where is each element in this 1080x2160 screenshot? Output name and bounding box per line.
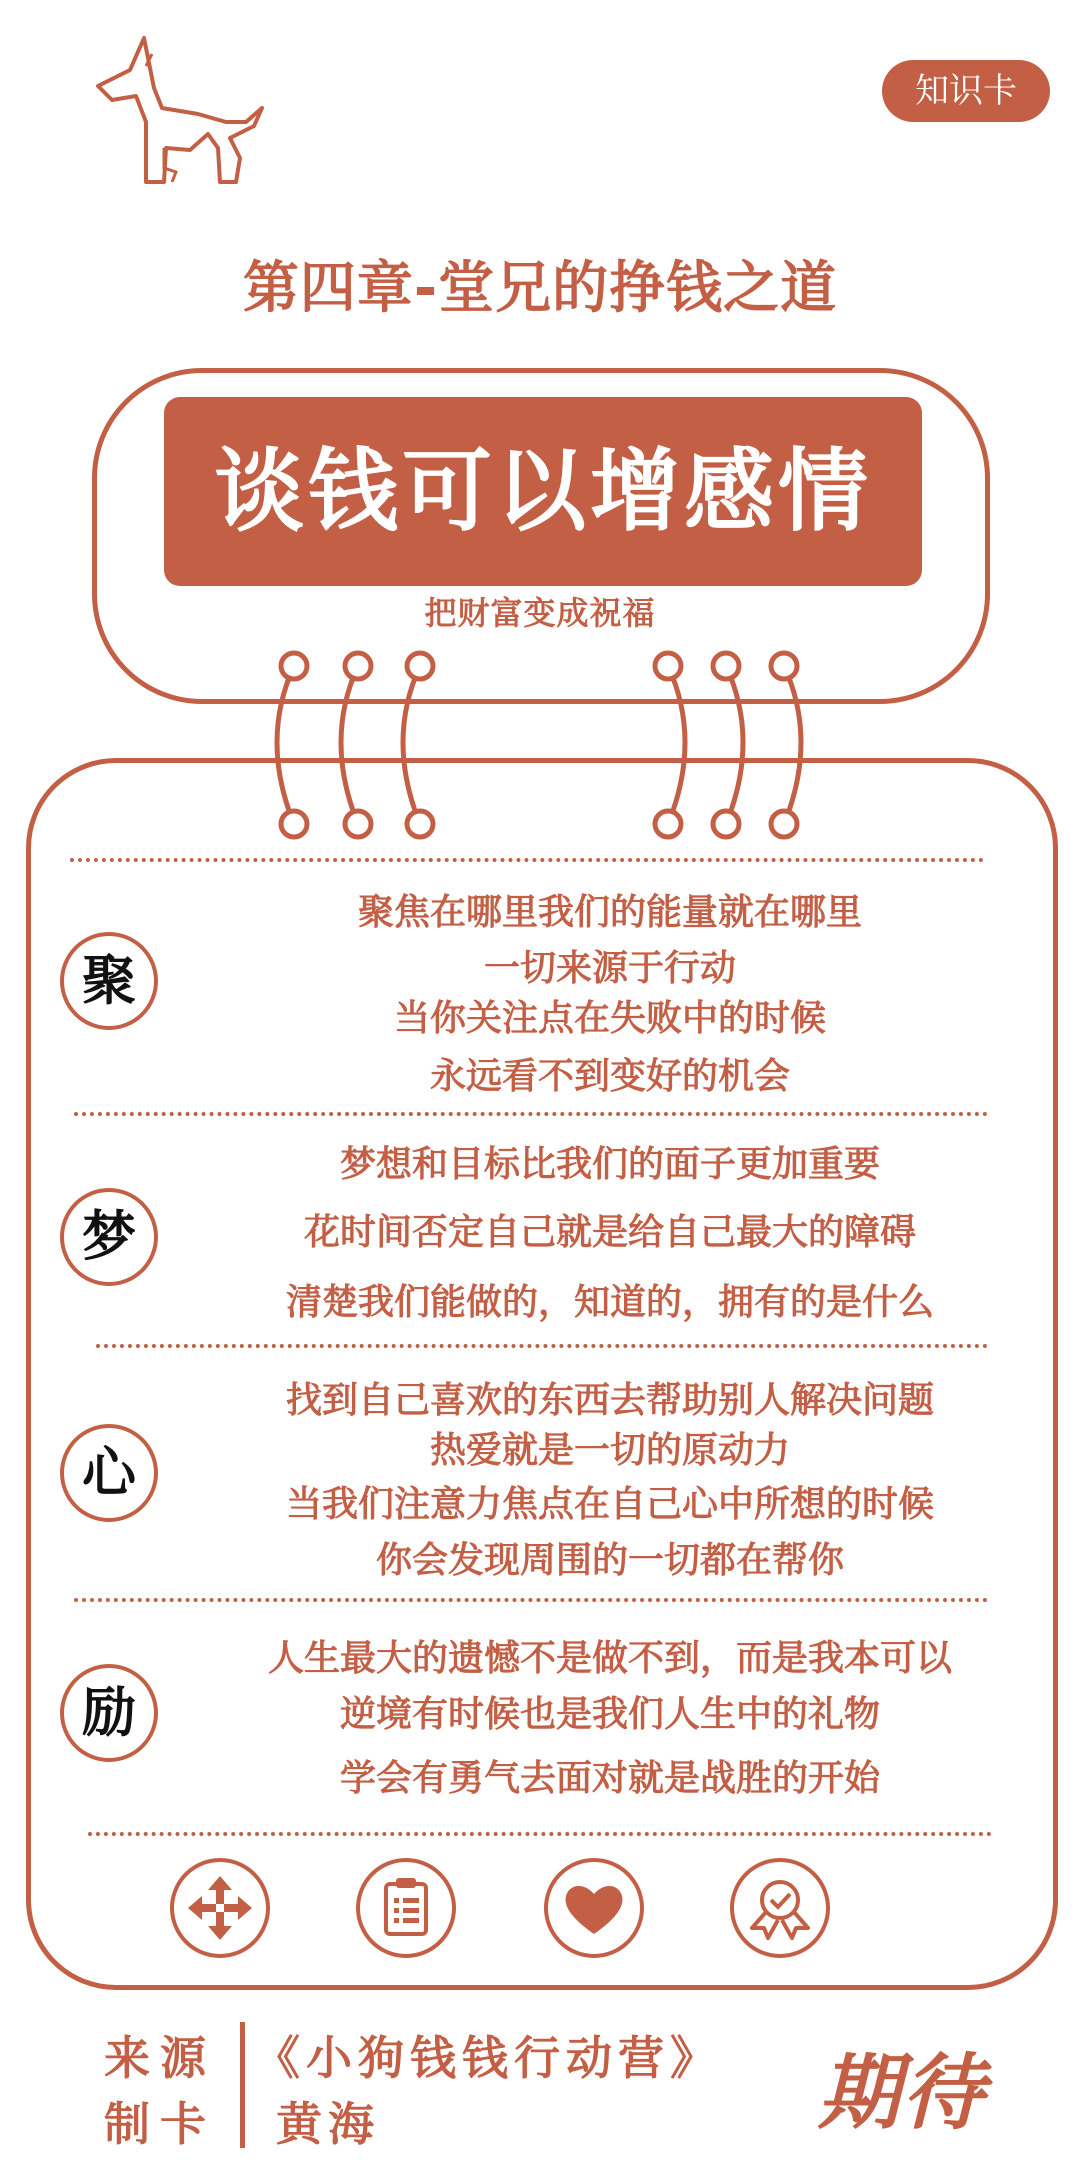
section-line: 清楚我们能做的，知道的，拥有的是什么 bbox=[285, 1282, 934, 1323]
section-line: 一切来源于行动 bbox=[483, 948, 736, 989]
signature: 期待 bbox=[818, 2045, 986, 2141]
divider bbox=[96, 1344, 988, 1348]
divider bbox=[70, 858, 984, 862]
maker-label: 制卡 bbox=[104, 2097, 216, 2151]
section-line: 当我们注意力焦点在自己心中所想的时候 bbox=[285, 1484, 934, 1525]
subtitle: 把财富变成祝福 bbox=[424, 594, 656, 632]
chapter-title: 第四章-堂兄的挣钱之道 bbox=[242, 256, 838, 321]
award-check-icon bbox=[730, 1858, 830, 1958]
heart-icon bbox=[544, 1858, 644, 1958]
dog-logo-icon bbox=[86, 30, 266, 190]
source-label: 来源 bbox=[104, 2031, 216, 2085]
divider bbox=[74, 1112, 988, 1116]
section-line: 人生最大的遗憾不是做不到，而是我本可以 bbox=[267, 1638, 952, 1679]
divider bbox=[88, 1832, 992, 1836]
banner-title: 谈钱可以增感情 bbox=[164, 397, 922, 586]
maker-value: 黄海 bbox=[276, 2097, 380, 2151]
section-line: 找到自己喜欢的东西去帮助别人解决问题 bbox=[285, 1380, 934, 1421]
section-char-li: 励 bbox=[60, 1664, 158, 1762]
section-char-ju: 聚 bbox=[60, 932, 158, 1030]
section-line: 梦想和目标比我们的面子更加重要 bbox=[339, 1144, 880, 1185]
clipboard-icon bbox=[356, 1858, 456, 1958]
footer-divider bbox=[240, 2022, 245, 2148]
section-line: 热爱就是一切的原动力 bbox=[429, 1430, 790, 1471]
section-line: 学会有勇气去面对就是战胜的开始 bbox=[339, 1758, 880, 1799]
section-line: 永远看不到变好的机会 bbox=[429, 1056, 790, 1097]
divider bbox=[74, 1598, 988, 1602]
section-line: 逆境有时候也是我们人生中的礼物 bbox=[339, 1694, 880, 1735]
knowledge-card-badge: 知识卡 bbox=[882, 60, 1050, 122]
section-char-meng: 梦 bbox=[60, 1188, 158, 1286]
section-line: 花时间否定自己就是给自己最大的障碍 bbox=[303, 1212, 916, 1253]
section-line: 你会发现周围的一切都在帮你 bbox=[375, 1540, 844, 1581]
section-line: 当你关注点在失败中的时候 bbox=[393, 998, 826, 1039]
section-char-xin: 心 bbox=[60, 1424, 158, 1522]
section-line: 聚焦在哪里我们的能量就在哪里 bbox=[357, 892, 862, 933]
cross-arrows-icon bbox=[170, 1858, 270, 1958]
source-value: 《小狗钱钱行动营》 bbox=[254, 2031, 722, 2085]
